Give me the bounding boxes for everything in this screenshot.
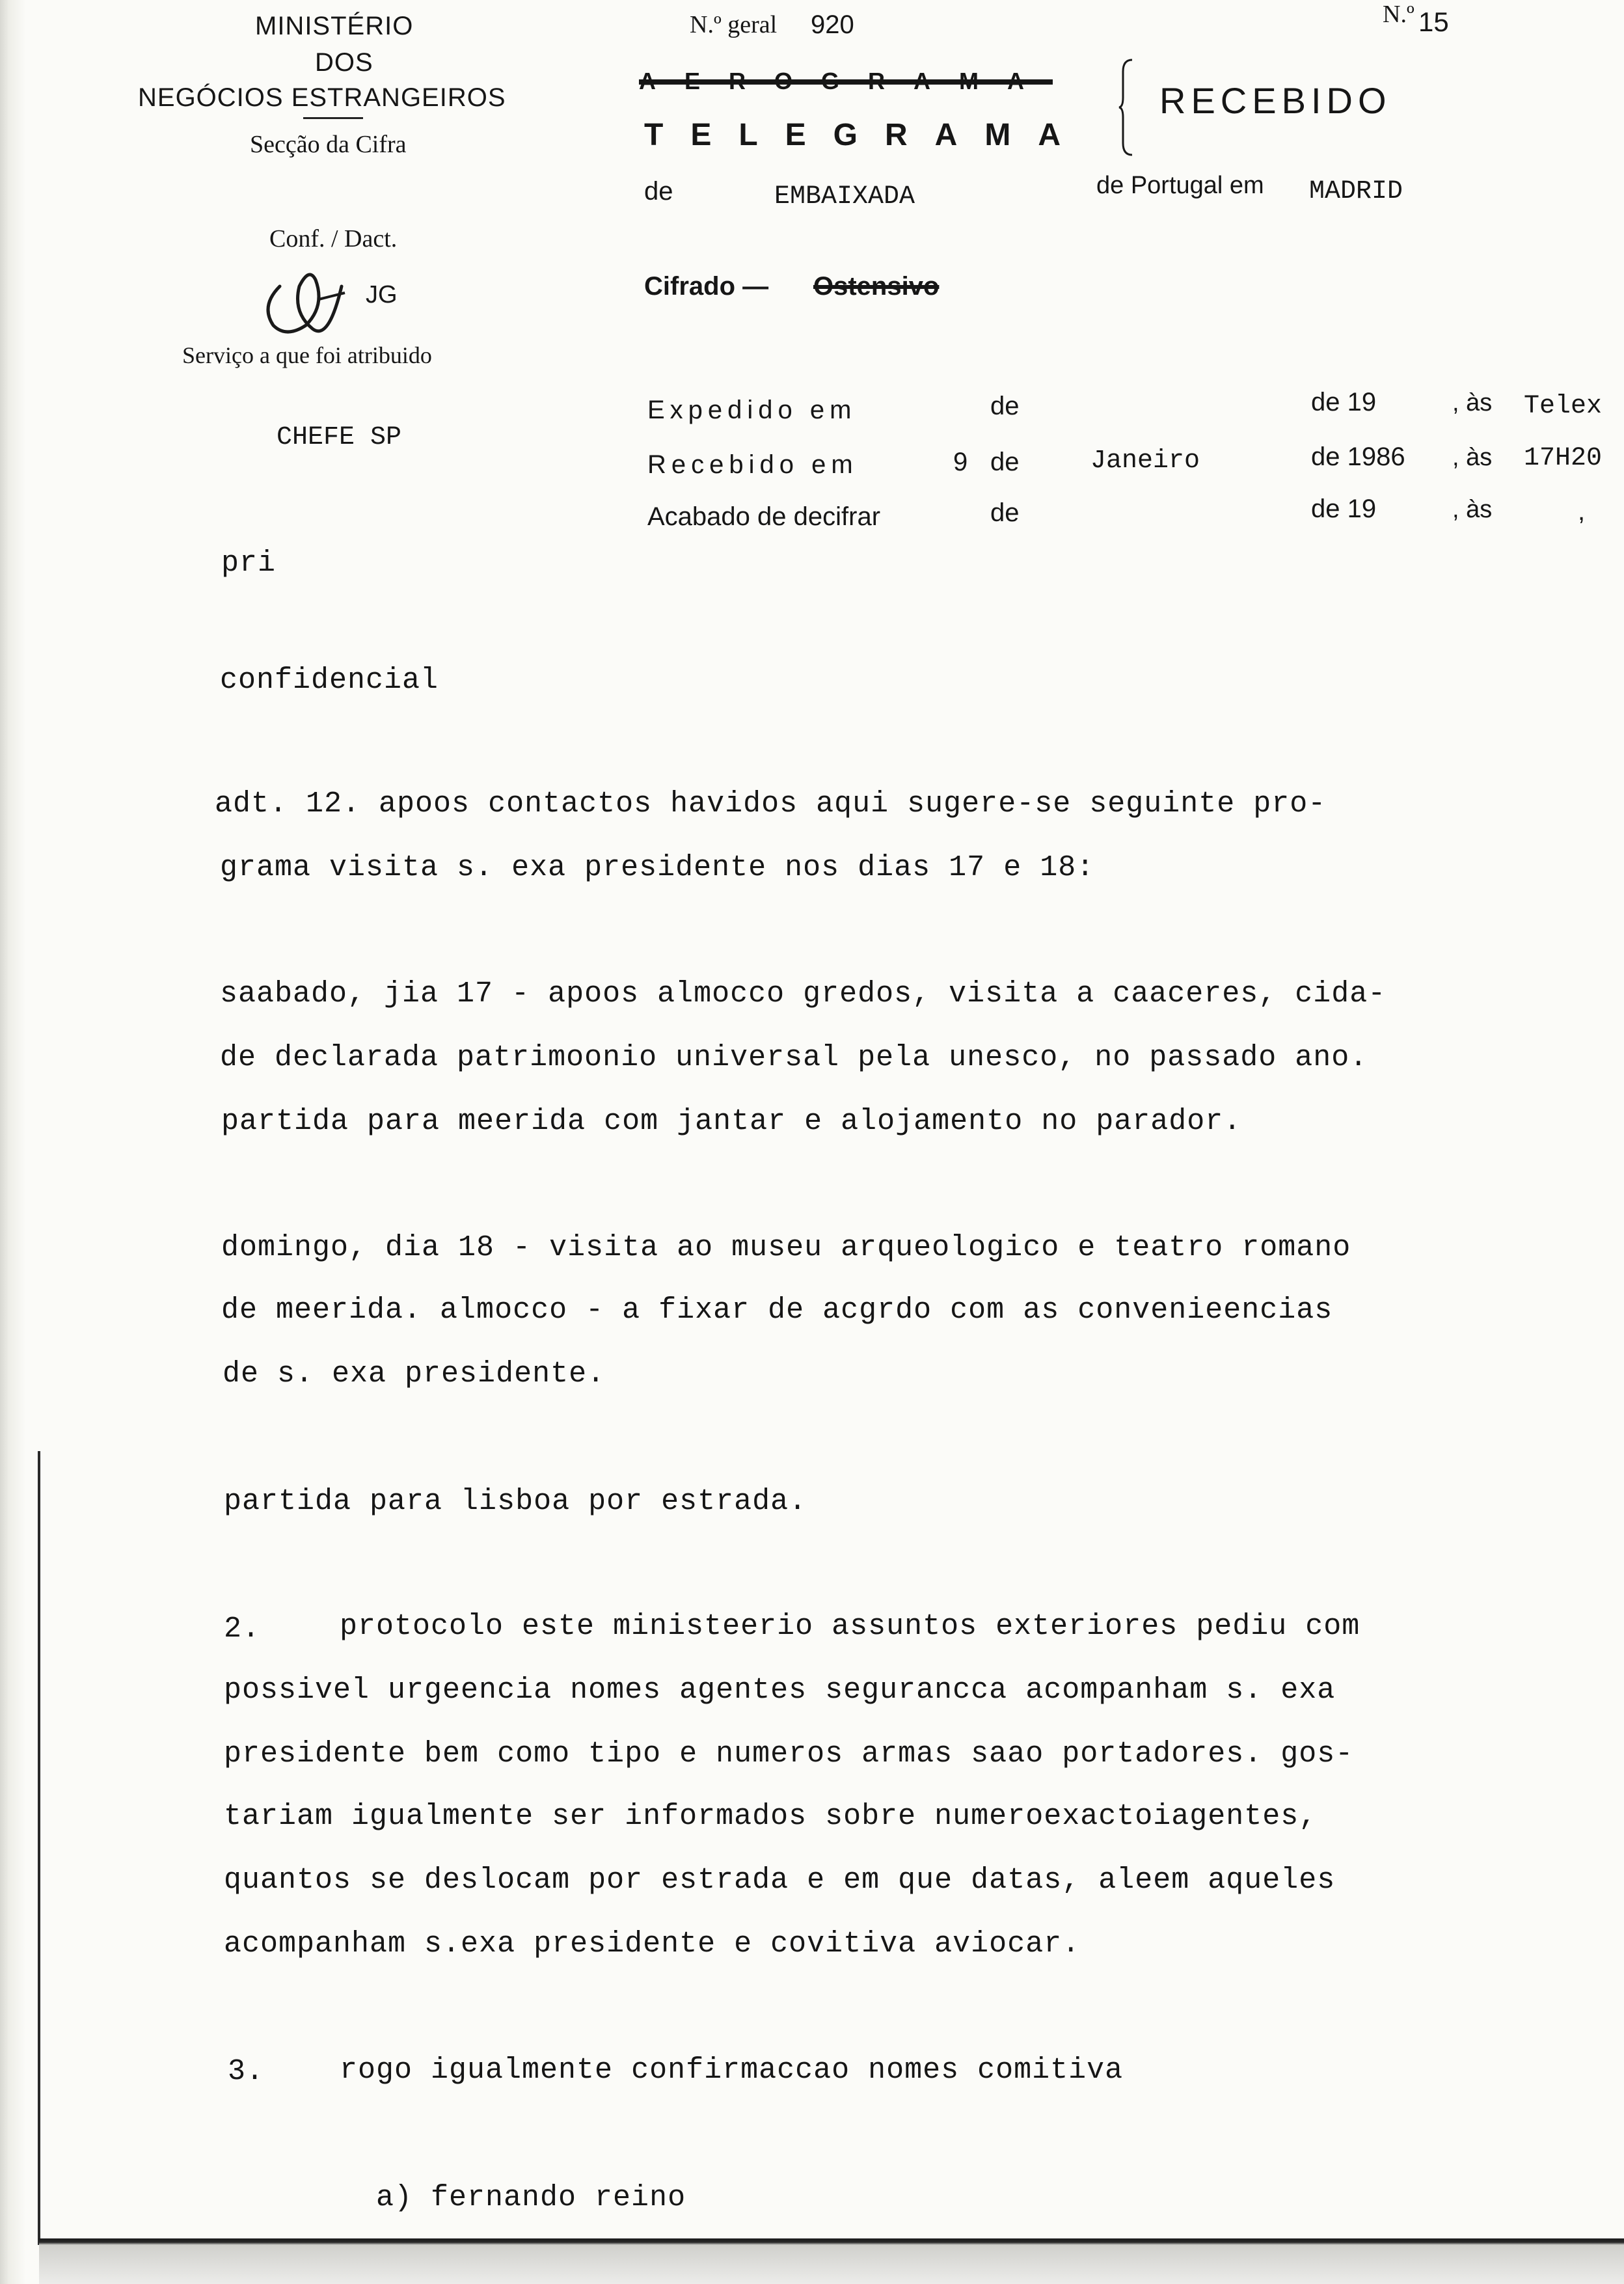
recebido-month: Janeiro xyxy=(1090,446,1200,476)
conf-dact-label: Conf. / Dact. xyxy=(269,225,398,252)
paragraph-5-line-1: protocolo este ministeerio assuntos exteriores pediu com xyxy=(340,1610,1360,1643)
paragraph-5-line-2: possivel urgeencia nomes agentes segurancca acompanham s. exa xyxy=(224,1674,1336,1707)
binding-rule xyxy=(38,1451,40,2245)
expedido-de: de xyxy=(990,392,1020,420)
page-binding-edge xyxy=(0,0,39,2284)
expedido-time: Telex xyxy=(1524,392,1603,421)
ostensivo-struck: Ostensivo xyxy=(813,272,940,301)
cifrado-label: Cifrado — xyxy=(644,272,769,301)
recebido-day: 9 xyxy=(953,448,968,476)
paragraph-1-line-1: adt. 12. apoos contactos havidos aqui sugere-se seguinte pro- xyxy=(215,787,1327,821)
decifrar-comma: , xyxy=(1578,497,1586,526)
recebido-year: de 1986 xyxy=(1311,442,1405,471)
paragraph-3-line-3: de s. exa presidente. xyxy=(223,1357,606,1391)
section-name: Secção da Cifra xyxy=(250,131,407,158)
de-label: de xyxy=(644,177,673,206)
paragraph-6-line-1: rogo igualmente confirmaccao nomes comitiva xyxy=(340,2054,1124,2087)
geral-number-value: 920 xyxy=(811,10,854,39)
aerograma-struck: AEROGRAMA xyxy=(639,68,1053,94)
status-recebido: RECEBIDO xyxy=(1159,80,1392,121)
recebido-de: de xyxy=(990,448,1020,476)
companion-list-item-a: a) fernando reino xyxy=(376,2181,686,2214)
service-label: Serviço a que foi atribuido xyxy=(182,342,432,368)
brace-glyph xyxy=(1118,59,1135,156)
paragraph-4-line-1: partida para lisboa por estrada. xyxy=(224,1485,807,1518)
handwritten-initials-mark xyxy=(254,260,358,351)
paragraph-2-line-2: de declarada patrimoonio universal pela unesco, no passado ano. xyxy=(220,1041,1368,1074)
paragraph-6-number: 3. xyxy=(228,2055,265,2088)
decifrar-as: , às xyxy=(1452,496,1493,523)
paragraph-1-line-2: grama visita s. exa presidente nos dias 17 e 18: xyxy=(220,851,1095,884)
decifrar-label: Acabado de decifrar xyxy=(647,502,881,531)
paragraph-5-line-5: quantos se deslocam por estrada e em que datas, aleem aqueles xyxy=(224,1864,1336,1897)
expedido-year: de 19 xyxy=(1311,388,1377,416)
page-bottom-edge xyxy=(39,2238,1624,2284)
telegrama-title: TELEGRAMA xyxy=(644,118,1088,152)
paragraph-3-line-2: de meerida. almocco - a fixar de acgrdo com as convenieencias xyxy=(221,1294,1333,1327)
ministry-line-3: NEGÓCIOS ESTRANGEIROS xyxy=(138,83,506,112)
message-number-label: N.º xyxy=(1383,1,1414,28)
paragraph-2-line-1: saabado, jia 17 - apoos almocco gredos, visita a caaceres, cida- xyxy=(220,977,1387,1011)
priority-code: pri xyxy=(221,547,277,580)
ministry-underline xyxy=(303,117,363,119)
expedido-as: , às xyxy=(1452,389,1493,416)
paragraph-3-line-1: domingo, dia 18 - visita ao museu arqueologico e teatro romano xyxy=(221,1231,1351,1264)
decifrar-de: de xyxy=(990,498,1020,527)
city: MADRID xyxy=(1309,177,1403,206)
paragraph-5-line-4: tariam igualmente ser informados sobre numeroexactoiagentes, xyxy=(224,1800,1318,1833)
ministry-line-1: MINISTÉRIO xyxy=(255,12,414,40)
recebido-time: 17H20 xyxy=(1524,444,1603,473)
paragraph-5-line-6: acompanham s.exa presidente e covitiva aviocar. xyxy=(224,1927,1081,1961)
classification: confidencial xyxy=(220,664,439,697)
ministry-line-2: DOS xyxy=(315,48,373,77)
recebido-label: Recebido em xyxy=(647,450,858,479)
portugal-label: de Portugal em xyxy=(1096,172,1264,199)
message-number-value: 15 xyxy=(1418,7,1449,37)
paragraph-2-line-3: partida para meerida com jantar e alojamento no parador. xyxy=(221,1105,1242,1138)
paragraph-5-line-3: presidente bem como tipo e numeros armas saao portadores. gos- xyxy=(224,1737,1354,1771)
geral-number-label: N.º geral xyxy=(690,11,778,38)
from-entity: EMBAIXADA xyxy=(774,182,915,211)
expedido-label: Expedido em xyxy=(647,396,857,424)
recebido-as: , às xyxy=(1452,444,1493,471)
paragraph-5-number: 2. xyxy=(224,1612,261,1646)
service-value: CHEFE SP xyxy=(277,423,402,452)
decifrar-year: de 19 xyxy=(1311,495,1377,523)
operator-initials: JG xyxy=(366,281,398,308)
